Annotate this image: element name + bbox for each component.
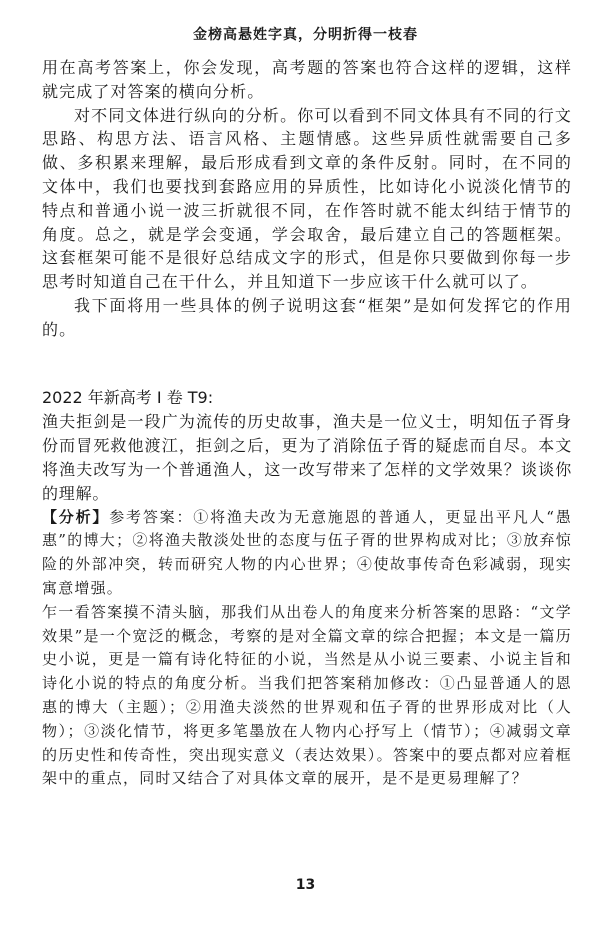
section-spacer: [42, 342, 572, 386]
page-number: 13: [295, 877, 316, 893]
page-header: 金榜高悬姓字真，分明折得一枝春: [193, 27, 418, 43]
paragraph-vertical-analysis: 对不同文体进行纵向的分析。你可以看到不同文体具有不同的行文思路、构思方法、语言风格、主题情感。这些异质性就需要自己多做、多积累来理解，最后形成看到文章的条件反射。同时，在不同的文体中，我们也要找到套路应用的异质性，比如诗化小说淡化情节的特点和普通小说一波三折就很不同，在作答时就不能太纠结于情节的角度。总之，就是学会变通，学会取舍，最后建立自己的答题框架。这套框架可能不是很好总结成文字的形式，但是你只要做到你每一步思考时知道自己在干什么，并且知道下一步应该干什么就可以了。: [42, 105, 572, 292]
paragraph-horizontal-analysis: 用在高考答案上，你会发现，高考题的答案也符合这样的逻辑，这样就完成了对答案的横向分析。: [42, 58, 572, 101]
analysis-answer-text: 参考答案：①将渔夫改为无意施恩的普通人，更显出平凡人“愚惠”的博大；②将渔夫散淡处世的态度与伍子胥的世界构成对比；③放弃惊险的外部冲突，转而研究人物的内心世界；④使故事传奇色彩减弱，现实寓意增强。: [42, 507, 572, 597]
paragraph-framework-intro: 我下面将用一些具体的例子说明这套“框架”是如何发挥它的作用的。: [42, 295, 572, 339]
analysis-label: 【分析】: [42, 507, 110, 526]
analysis-explanation: 乍一看答案摸不清头脑，那我们从出卷人的角度来分析答案的思路：“文学效果”是一个宽泛的概念，考察的是对全篇文章的综合把握；本文是一篇历史小说，更是一篇有诗化特征的小说，当然是从小说三要素、小说主旨和诗化小说的特点的角度分析。当我们把答案稍加修改：①凸显普通人的恩惠的博大（主题）；②用渔夫淡然的世界观和伍子胥的世界形成对比（人物）；③淡化情节，将更多笔墨放在人物内心抒写上（情节）；④减弱文章的历史性和传奇性，突出现实意义（表达效果）。答案中的要点都对应着框架中的重点，同时又结合了对具体文章的展开，是不是更易理解了？: [42, 602, 572, 788]
question-title: 2022 年新高考 I 卷 T9:: [42, 387, 214, 407]
page-content: [42, 56, 572, 791]
analysis-answer: [42, 506, 572, 601]
question-text: 渔夫拒剑是一段广为流传的历史故事，渔夫是一位义士，明知伍子胥身份而冒死救他渡江，拒剑之后，更为了消除伍子胥的疑虑而自尽。本文将渔夫改写为一个普通渔人，这一改写带来了怎样的文学效果？谈谈你的理解。: [42, 411, 572, 503]
